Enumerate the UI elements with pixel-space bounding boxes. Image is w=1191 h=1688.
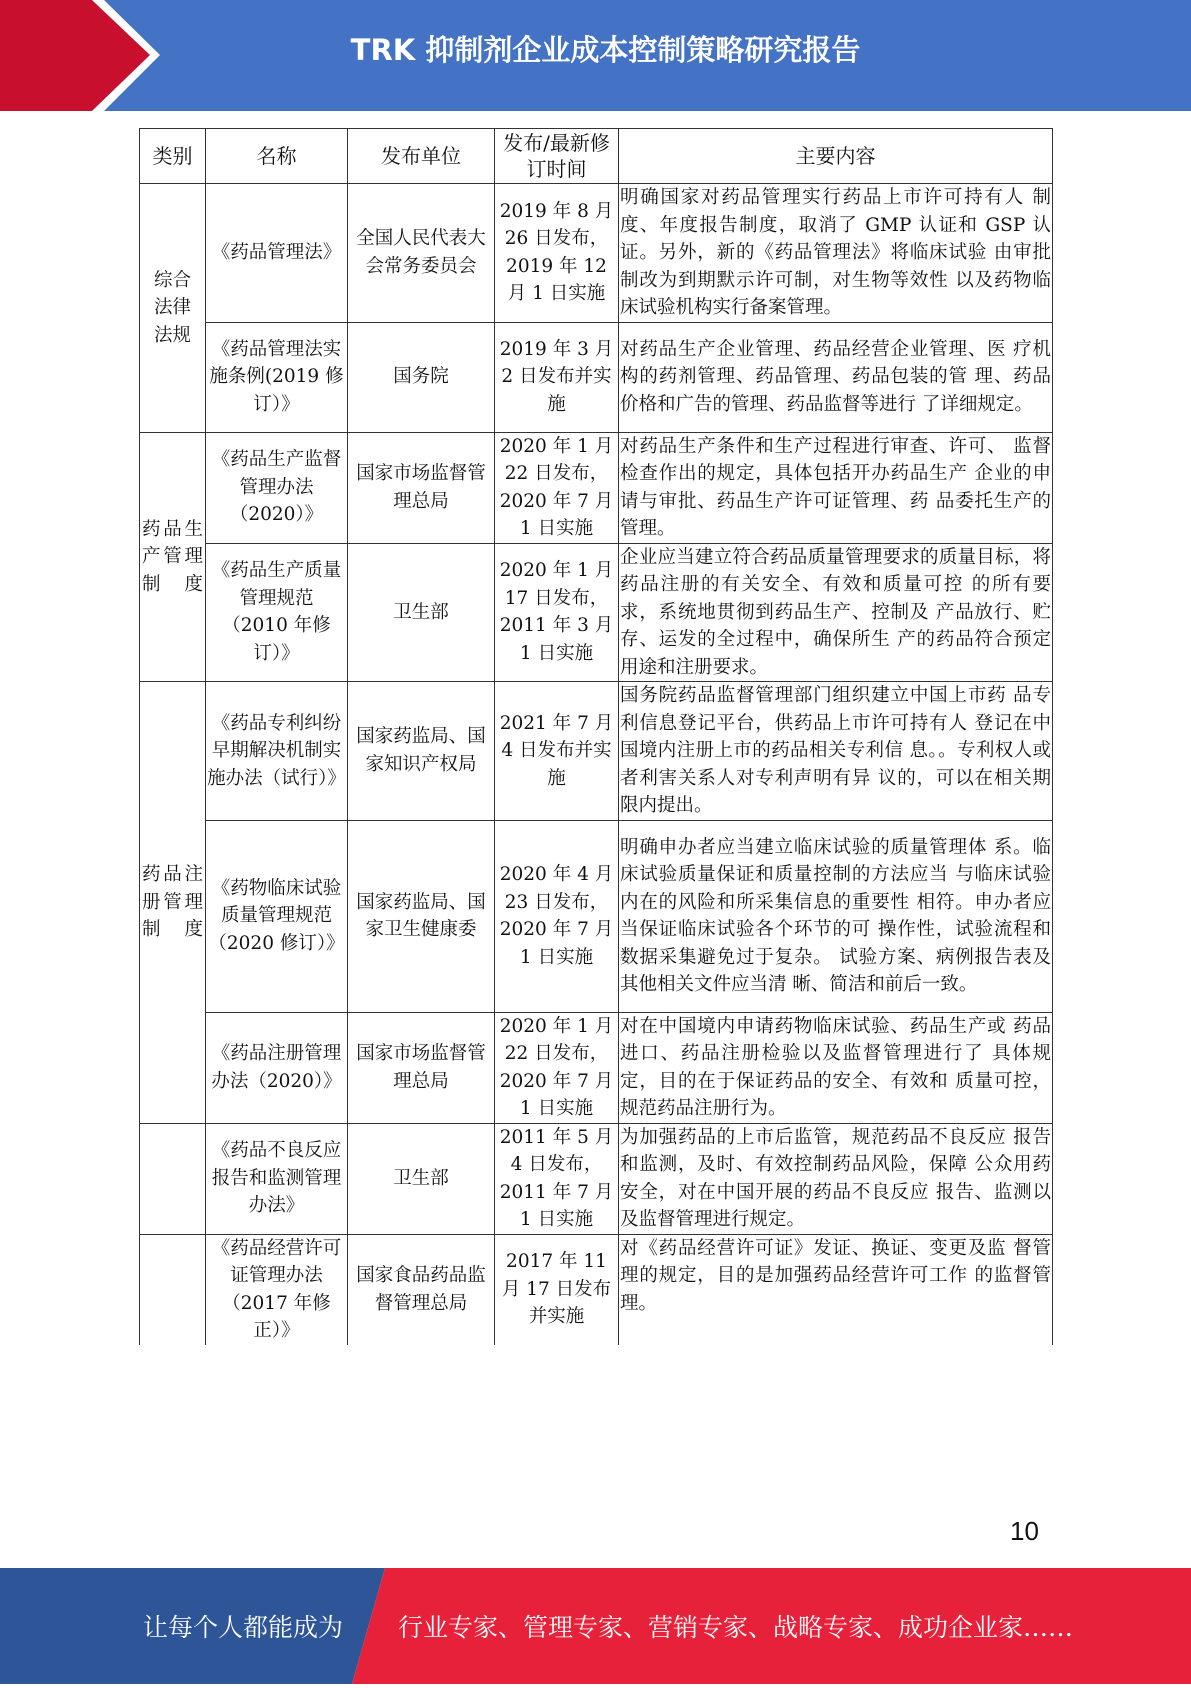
category-cell	[140, 1234, 206, 1345]
regulation-name: 《药品生产质量管理规范（2010 年修订）》	[206, 543, 348, 682]
issuing-unit: 国家市场监督管理总局	[348, 432, 495, 543]
category-cell	[140, 1123, 206, 1234]
issuing-unit: 卫生部	[348, 543, 495, 682]
category-cell: 综合法律法规	[140, 184, 206, 433]
issuing-unit: 国家食品药品监督管理总局	[348, 1234, 495, 1345]
table-row	[140, 682, 1053, 821]
table-header-row	[140, 129, 1053, 184]
page-number: 10	[1010, 1516, 1039, 1546]
table-row	[140, 184, 1053, 323]
table-row	[140, 1123, 1053, 1234]
main-content: 明确申办者应当建立临床试验的质量管理体 系。临床试验质量保证和质量控制的方法应当 与临床试验内在的风险和所采集信息的重要性 相符。申办者应当保证临床试验各个环节的可 操作性，试验流程和数据采集避免过于复杂。 试验方案、病例报告表及其他相关文件应当清 晰、简洁和前后一致。	[619, 820, 1053, 1012]
category-cell: 药品注册管理制度	[140, 682, 206, 1124]
release-date: 2017 年 11 月 17 日发布并实施	[495, 1234, 619, 1345]
column-header-category: 类别	[140, 129, 206, 184]
regulation-name: 《药品不良反应报告和监测管理办法》	[206, 1123, 348, 1234]
main-content: 对《药品经营许可证》发证、换证、变更及监 督管理的规定，目的是加强药品经营许可工作 的监督管理。	[619, 1234, 1053, 1345]
report-title: TRK 抑制剂企业成本控制策略研究报告	[350, 33, 861, 67]
table-row	[140, 543, 1053, 682]
table-row	[140, 322, 1053, 432]
release-date: 2020 年 1 月 22 日发布，2020 年 7 月 1 日实施	[495, 432, 619, 543]
regulation-table	[139, 128, 1053, 1345]
issuing-unit: 国家市场监督管理总局	[348, 1012, 495, 1123]
regulation-name: 《药品管理法实施条例(2019 修订）》	[206, 322, 348, 432]
regulation-name: 《药品注册管理办法（2020）》	[206, 1012, 348, 1123]
release-date: 2021 年 7 月 4 日发布并实施	[495, 682, 619, 821]
release-date: 2020 年 4 月 23 日发布，2020 年 7 月 1 日实施	[495, 820, 619, 1012]
issuing-unit: 国家药监局、国家卫生健康委	[348, 820, 495, 1012]
table-row	[140, 1234, 1053, 1345]
regulation-name: 《药品专利纠纷早期解决机制实施办法（试行）》	[206, 682, 348, 821]
footer-slogan-left: 让每个人都能成为	[143, 1613, 344, 1642]
table-row	[140, 1012, 1053, 1123]
page-header	[0, 0, 1191, 111]
main-content: 对在中国境内申请药物临床试验、药品生产或 药品进口、药品注册检验以及监督管理进行了 具体规定，目的在于保证药品的安全、有效和 质量可控，规范药品注册行为。	[619, 1012, 1053, 1123]
main-content: 国务院药品监督管理部门组织建立中国上市药 品专利信息登记平台，供药品上市许可持有人 登记在中国境内注册上市的药品相关专利信 息。。专利权人或者利害关系人对专利声明有异 议的，可以在相关期限内提出。	[619, 682, 1053, 821]
column-header-unit: 发布单位	[348, 129, 495, 184]
regulation-name: 《药品管理法》	[206, 184, 348, 323]
main-content: 为加强药品的上市后监管，规范药品不良反应 报告和监测，及时、有效控制药品风险，保障 公众用药安全，对在中国开展的药品不良反应 报告、监测以及监督管理进行规定。	[619, 1123, 1053, 1234]
regulation-name: 《药物临床试验质量管理规范（2020 修订）》	[206, 820, 348, 1012]
footer-slogan-right: 行业专家、管理专家、营销专家、战略专家、成功企业家……	[398, 1613, 1074, 1642]
regulation-name: 《药品经营许可证管理办法（2017 年修正）》	[206, 1234, 348, 1345]
issuing-unit: 国务院	[348, 322, 495, 432]
release-date: 2020 年 1 月 17 日发布，2011 年 3 月 1 日实施	[495, 543, 619, 682]
main-content: 对药品生产企业管理、药品经营企业管理、医 疗机构的药剂管理、药品管理、药品包装的管 理、药品价格和广告的管理、药品监督等进行 了详细规定。	[619, 322, 1053, 432]
column-header-content: 主要内容	[619, 129, 1053, 184]
main-content: 明确国家对药品管理实行药品上市许可持有人 制度、年度报告制度，取消了 GMP 认证和 GSP 认证。另外，新的《药品管理法》将临床试验 由审批制改为到期默示许可制，对生物等效性 以及药物临床试验机构实行备案管理。	[619, 184, 1053, 323]
release-date: 2019 年 8 月 26 日发布，2019 年 12 月 1 日实施	[495, 184, 619, 323]
table-row	[140, 432, 1053, 543]
page-footer	[0, 1568, 1191, 1684]
issuing-unit: 卫生部	[348, 1123, 495, 1234]
table-row	[140, 820, 1053, 1012]
column-header-name: 名称	[206, 129, 348, 184]
category-cell: 药品生产管理制度	[140, 432, 206, 682]
issuing-unit: 全国人民代表大会常务委员会	[348, 184, 495, 323]
release-date: 2019 年 3 月 2 日发布并实施	[495, 322, 619, 432]
main-content: 企业应当建立符合药品质量管理要求的质量目标，将药品注册的有关安全、有效和质量可控 的所有要求，系统地贯彻到药品生产、控制及 产品放行、贮存、运发的全过程中，确保所生 产的药品符合预定用途和注册要求。	[619, 543, 1053, 682]
release-date: 2020 年 1 月 22 日发布，2020 年 7 月 1 日实施	[495, 1012, 619, 1123]
regulation-name: 《药品生产监督管理办法（2020）》	[206, 432, 348, 543]
issuing-unit: 国家药监局、国家知识产权局	[348, 682, 495, 821]
release-date: 2011 年 5 月 4 日发布，2011 年 7 月 1 日实施	[495, 1123, 619, 1234]
column-header-date: 发布/最新修订时间	[495, 129, 619, 184]
main-content: 对药品生产条件和生产过程进行审查、许可、 监督检查作出的规定，具体包括开办药品生产 企业的申请与审批、药品生产许可证管理、药 品委托生产的管理。	[619, 432, 1053, 543]
